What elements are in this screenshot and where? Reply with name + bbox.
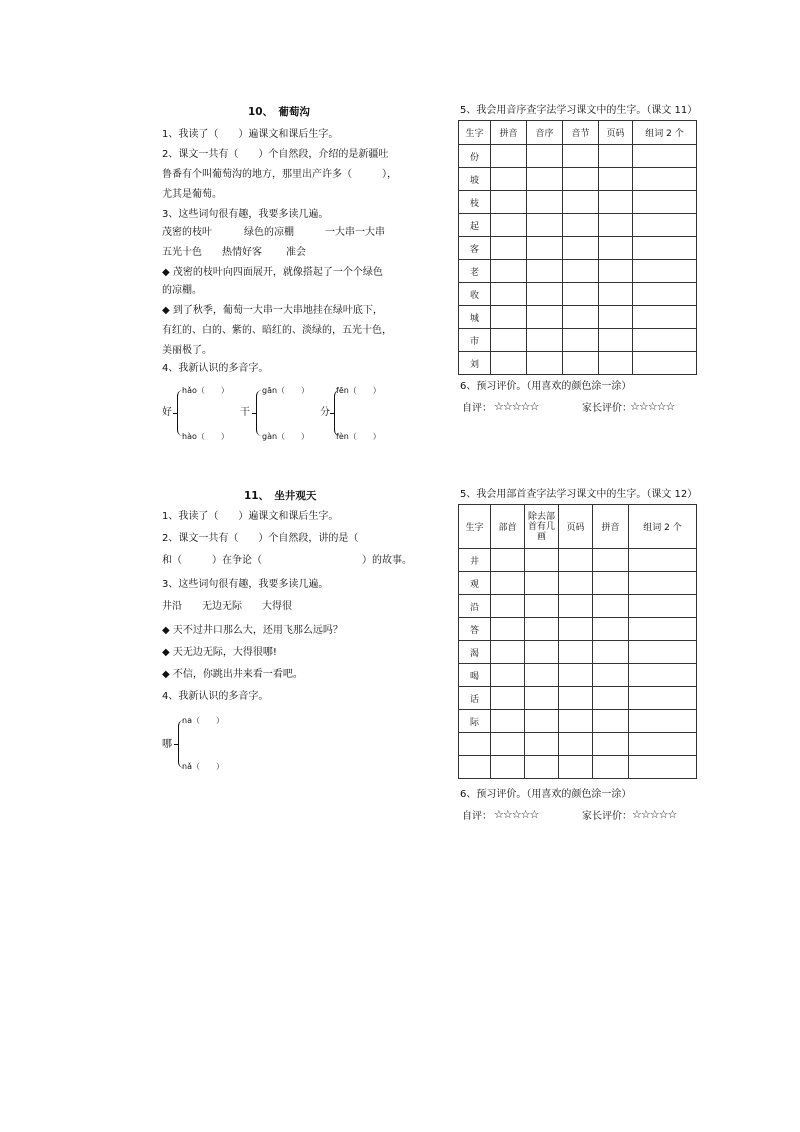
- lesson11-word: 井沿: [162, 601, 182, 612]
- table-cell[interactable]: [633, 237, 697, 260]
- table-cell[interactable]: [491, 214, 527, 237]
- table-cell[interactable]: [599, 352, 633, 375]
- table-cell[interactable]: [593, 664, 629, 687]
- lesson10-table-title: 5、我会用音序查字法学习课文中的生字。（课文 11）: [460, 105, 698, 116]
- self-eval-stars[interactable]: ☆☆☆☆☆: [494, 808, 539, 821]
- poly-char: 干: [240, 407, 250, 418]
- lesson10-word: 绿色的凉棚: [244, 227, 294, 238]
- table-cell[interactable]: [525, 549, 559, 572]
- parent-eval-stars[interactable]: ☆☆☆☆☆: [630, 400, 675, 413]
- table-cell[interactable]: [563, 352, 599, 375]
- table-cell[interactable]: [559, 595, 593, 618]
- lesson10-q2-line1: 2、课文一共有（ ）个自然段，介绍的是新疆吐: [162, 149, 389, 160]
- table-char-cell: [459, 733, 491, 756]
- table-cell[interactable]: [491, 237, 527, 260]
- table-header-cell: 页码: [559, 505, 593, 549]
- lesson10-word: 茂密的枝叶: [162, 227, 212, 238]
- poly-reading-bottom: fèn（ ）: [336, 432, 381, 441]
- parent-eval-label: 家长评价：: [582, 403, 632, 414]
- table-cell[interactable]: [593, 618, 629, 641]
- table-cell[interactable]: [525, 641, 559, 664]
- table-cell[interactable]: [491, 283, 527, 306]
- table-row: [459, 618, 697, 641]
- table-cell[interactable]: [491, 260, 527, 283]
- table-row: [459, 237, 697, 260]
- table-cell[interactable]: [491, 641, 525, 664]
- table-cell[interactable]: [491, 329, 527, 352]
- table-char-cell: 起: [459, 214, 491, 237]
- table-cell[interactable]: [563, 191, 599, 214]
- table-cell[interactable]: [527, 306, 563, 329]
- lesson10-word: 热情好客: [222, 247, 262, 258]
- table-header-cell: 组词 2 个: [629, 505, 697, 549]
- table-cell[interactable]: [563, 329, 599, 352]
- lesson10-q2-line3: 尤其是葡萄。: [162, 189, 222, 200]
- lesson10-eval-title: 6、预习评价。（用喜欢的颜色涂一涂）: [460, 381, 632, 392]
- lesson11-table-title: 5、我会用部首查字法学习课文中的生字。（课文 12）: [460, 489, 698, 500]
- lesson10-sentence1-line2: 的凉棚。: [162, 285, 202, 296]
- lesson10-q3: 3、这些词句很有趣，我要多读几遍。: [162, 209, 329, 220]
- table-char-cell: [459, 756, 491, 779]
- table-row: [459, 687, 697, 710]
- table-row: [459, 756, 697, 779]
- table-char-cell: 市: [459, 329, 491, 352]
- table-cell[interactable]: [525, 618, 559, 641]
- table-row: [459, 329, 697, 352]
- table-header-cell: 生字: [459, 505, 491, 549]
- table-row: [459, 283, 697, 306]
- table-cell[interactable]: [629, 710, 697, 733]
- table-char-cell: 喝: [459, 664, 491, 687]
- table-row: [459, 191, 697, 214]
- table-cell[interactable]: [633, 306, 697, 329]
- table-row: [459, 595, 697, 618]
- table-cell[interactable]: [491, 168, 527, 191]
- table-header-cell: 生字: [459, 121, 491, 145]
- table-row: [459, 145, 697, 168]
- table-cell[interactable]: [527, 283, 563, 306]
- table-char-cell: 坡: [459, 168, 491, 191]
- table-cell[interactable]: [599, 260, 633, 283]
- table-cell[interactable]: [629, 687, 697, 710]
- lesson10-q2-line2: 鲁番有个叫葡萄沟的地方，那里出产许多（ ），: [162, 169, 397, 180]
- table-cell[interactable]: [527, 352, 563, 375]
- table-cell[interactable]: [525, 733, 559, 756]
- table-cell[interactable]: [559, 756, 593, 779]
- lesson11-q2-line2: 和（ ）在争论（ ）的故事。: [162, 555, 412, 566]
- table-cell[interactable]: [527, 168, 563, 191]
- table-cell[interactable]: [491, 549, 525, 572]
- table-cell[interactable]: [491, 145, 527, 168]
- poly-char: 哪: [162, 739, 172, 750]
- lesson10-q4: 4、我新认识的多音字。: [162, 363, 269, 374]
- table-cell[interactable]: [599, 283, 633, 306]
- lesson10-word: 五光十色: [162, 247, 202, 258]
- table-char-cell: 枝: [459, 191, 491, 214]
- table-cell[interactable]: [491, 191, 527, 214]
- table-char-cell: 老: [459, 260, 491, 283]
- table-cell[interactable]: [491, 306, 527, 329]
- table-cell[interactable]: [527, 214, 563, 237]
- table-cell[interactable]: [593, 733, 629, 756]
- table-cell[interactable]: [633, 260, 697, 283]
- table-cell[interactable]: [527, 329, 563, 352]
- poly-reading-top: gān（ ）: [262, 386, 310, 395]
- table-cell[interactable]: [599, 191, 633, 214]
- lesson10-word: 一大串一大串: [325, 227, 385, 238]
- table-cell[interactable]: [525, 687, 559, 710]
- table-cell[interactable]: [525, 710, 559, 733]
- table-cell[interactable]: [593, 549, 629, 572]
- table-cell[interactable]: [559, 641, 593, 664]
- table-header-cell: 音节: [563, 121, 599, 145]
- table-cell[interactable]: [629, 549, 697, 572]
- table-cell[interactable]: [629, 756, 697, 779]
- table-cell[interactable]: [629, 618, 697, 641]
- table-cell[interactable]: [599, 214, 633, 237]
- table-cell[interactable]: [527, 260, 563, 283]
- lesson11-q4: 4、我新认识的多音字。: [162, 691, 269, 702]
- self-eval-stars[interactable]: ☆☆☆☆☆: [494, 400, 539, 413]
- table-char-cell: 刘: [459, 352, 491, 375]
- table-header-row: [459, 121, 697, 145]
- table-char-cell: 答: [459, 618, 491, 641]
- lesson11-word: 无边无际: [202, 601, 242, 612]
- lesson11-q3: 3、这些词句很有趣，我要多读几遍。: [162, 579, 329, 590]
- poly-reading-top: hǎo（ ）: [182, 386, 229, 395]
- lesson10-sentence2-line3: 美丽极了。: [162, 345, 212, 356]
- self-eval-label: 自评：: [462, 811, 492, 822]
- table-cell[interactable]: [491, 733, 525, 756]
- poly-reading-bottom: hào（ ）: [182, 432, 229, 441]
- table-cell[interactable]: [559, 710, 593, 733]
- lesson10-sentence2-line2: 有红的、白的、紫的、暗红的、淡绿的，五光十色，: [162, 325, 392, 336]
- lesson10-title: 10、 葡萄沟: [248, 106, 310, 118]
- table-cell[interactable]: [491, 618, 525, 641]
- table-cell[interactable]: [599, 237, 633, 260]
- table-row: [459, 572, 697, 595]
- lesson10-char-table: [458, 120, 697, 375]
- table-cell[interactable]: [593, 572, 629, 595]
- table-cell[interactable]: [629, 595, 697, 618]
- table-cell[interactable]: [559, 733, 593, 756]
- table-cell[interactable]: [633, 145, 697, 168]
- lesson11-q2-line1: 2、课文一共有（ ）个自然段，讲的是（: [162, 533, 419, 544]
- table-char-cell: 份: [459, 145, 491, 168]
- table-header-cell: 拼音: [593, 505, 629, 549]
- table-header-cell: 组词 2 个: [633, 121, 697, 145]
- table-cell[interactable]: [599, 329, 633, 352]
- table-cell[interactable]: [527, 191, 563, 214]
- table-cell[interactable]: [491, 756, 525, 779]
- table-cell[interactable]: [563, 283, 599, 306]
- table-row: [459, 214, 697, 237]
- table-cell[interactable]: [593, 641, 629, 664]
- lesson11-title: 11、 坐井观天: [244, 490, 317, 502]
- table-cell[interactable]: [629, 664, 697, 687]
- table-cell[interactable]: [527, 145, 563, 168]
- lesson11-eval-title: 6、预习评价。（用喜欢的颜色涂一涂）: [460, 789, 632, 800]
- poly-reading-bottom: nǎ（ ）: [182, 762, 224, 771]
- self-eval-label: 自评：: [462, 403, 492, 414]
- table-row: [459, 306, 697, 329]
- table-cell[interactable]: [491, 664, 525, 687]
- poly-reading-bottom: gàn（ ）: [262, 432, 310, 441]
- table-cell[interactable]: [599, 168, 633, 191]
- table-cell[interactable]: [525, 664, 559, 687]
- table-cell[interactable]: [629, 572, 697, 595]
- lesson10-q1: 1、我读了（ ）遍课文和课后生字。: [162, 129, 339, 140]
- table-header-cell: 拼音: [491, 121, 527, 145]
- poly-reading-top: fēn（ ）: [336, 386, 381, 395]
- lesson11-q1: 1、我读了（ ）遍课文和课后生字。: [162, 511, 339, 522]
- table-cell[interactable]: [629, 641, 697, 664]
- table-row: [459, 168, 697, 191]
- table-cell[interactable]: [633, 352, 697, 375]
- table-cell[interactable]: [491, 710, 525, 733]
- table-char-cell: 沿: [459, 595, 491, 618]
- table-row: [459, 352, 697, 375]
- table-char-cell: 话: [459, 687, 491, 710]
- table-cell[interactable]: [559, 618, 593, 641]
- table-char-cell: 渴: [459, 641, 491, 664]
- table-row: [459, 710, 697, 733]
- table-cell[interactable]: [563, 145, 599, 168]
- table-char-cell: 际: [459, 710, 491, 733]
- table-cell[interactable]: [633, 191, 697, 214]
- table-header-cell: 页码: [599, 121, 633, 145]
- table-cell[interactable]: [593, 595, 629, 618]
- table-char-cell: 城: [459, 306, 491, 329]
- table-cell[interactable]: [593, 756, 629, 779]
- table-row: [459, 260, 697, 283]
- table-header-row: [459, 505, 697, 549]
- table-cell[interactable]: [559, 664, 593, 687]
- table-cell[interactable]: [563, 237, 599, 260]
- table-cell[interactable]: [559, 572, 593, 595]
- table-cell[interactable]: [633, 168, 697, 191]
- lesson11-sentence3: ◆ 不信，你跳出井来看一看吧。: [162, 669, 303, 680]
- table-cell[interactable]: [491, 352, 527, 375]
- table-header-cell: 音序: [527, 121, 563, 145]
- table-cell[interactable]: [633, 329, 697, 352]
- table-row: [459, 733, 697, 756]
- table-header-cell: 除去部首有几画: [525, 505, 559, 549]
- lesson10-sentence1-line1: ◆ 茂密的枝叶向四面展开，就像搭起了一个个绿色: [162, 267, 383, 278]
- table-cell[interactable]: [527, 237, 563, 260]
- table-cell[interactable]: [563, 260, 599, 283]
- poly-char: 分: [320, 407, 330, 418]
- parent-eval-stars[interactable]: ☆☆☆☆☆: [632, 808, 677, 821]
- table-cell[interactable]: [633, 283, 697, 306]
- lesson10-sentence2-line1: ◆ 到了秋季，葡萄一大串一大串地挂在绿叶底下，: [162, 305, 383, 316]
- table-char-cell: 井: [459, 549, 491, 572]
- table-cell[interactable]: [559, 687, 593, 710]
- lesson10-word: 准会: [286, 247, 306, 258]
- table-cell[interactable]: [629, 733, 697, 756]
- table-cell[interactable]: [563, 168, 599, 191]
- table-cell[interactable]: [563, 306, 599, 329]
- table-row: [459, 641, 697, 664]
- table-cell[interactable]: [525, 595, 559, 618]
- table-header-cell: 部首: [491, 505, 525, 549]
- table-cell[interactable]: [491, 572, 525, 595]
- table-cell[interactable]: [563, 214, 599, 237]
- poly-char: 好: [162, 407, 172, 418]
- table-cell[interactable]: [633, 214, 697, 237]
- table-cell[interactable]: [593, 710, 629, 733]
- table-cell[interactable]: [599, 145, 633, 168]
- lesson11-sentence2: ◆ 天无边无际，大得很哪!: [162, 647, 277, 658]
- table-char-cell: 观: [459, 572, 491, 595]
- table-cell[interactable]: [525, 572, 559, 595]
- lesson11-sentence1: ◆ 天不过井口那么大，还用飞那么远吗？: [162, 625, 343, 636]
- poly-reading-top: na（ ）: [182, 716, 224, 725]
- lesson11-word: 大得很: [262, 601, 292, 612]
- table-row: [459, 549, 697, 572]
- parent-eval-label: 家长评价：: [582, 811, 632, 822]
- table-cell[interactable]: [559, 549, 593, 572]
- table-cell[interactable]: [593, 687, 629, 710]
- table-cell[interactable]: [525, 756, 559, 779]
- table-char-cell: 收: [459, 283, 491, 306]
- table-row: [459, 664, 697, 687]
- table-cell[interactable]: [491, 595, 525, 618]
- table-char-cell: 客: [459, 237, 491, 260]
- table-cell[interactable]: [599, 306, 633, 329]
- lesson11-char-table: [458, 504, 697, 779]
- table-cell[interactable]: [491, 687, 525, 710]
